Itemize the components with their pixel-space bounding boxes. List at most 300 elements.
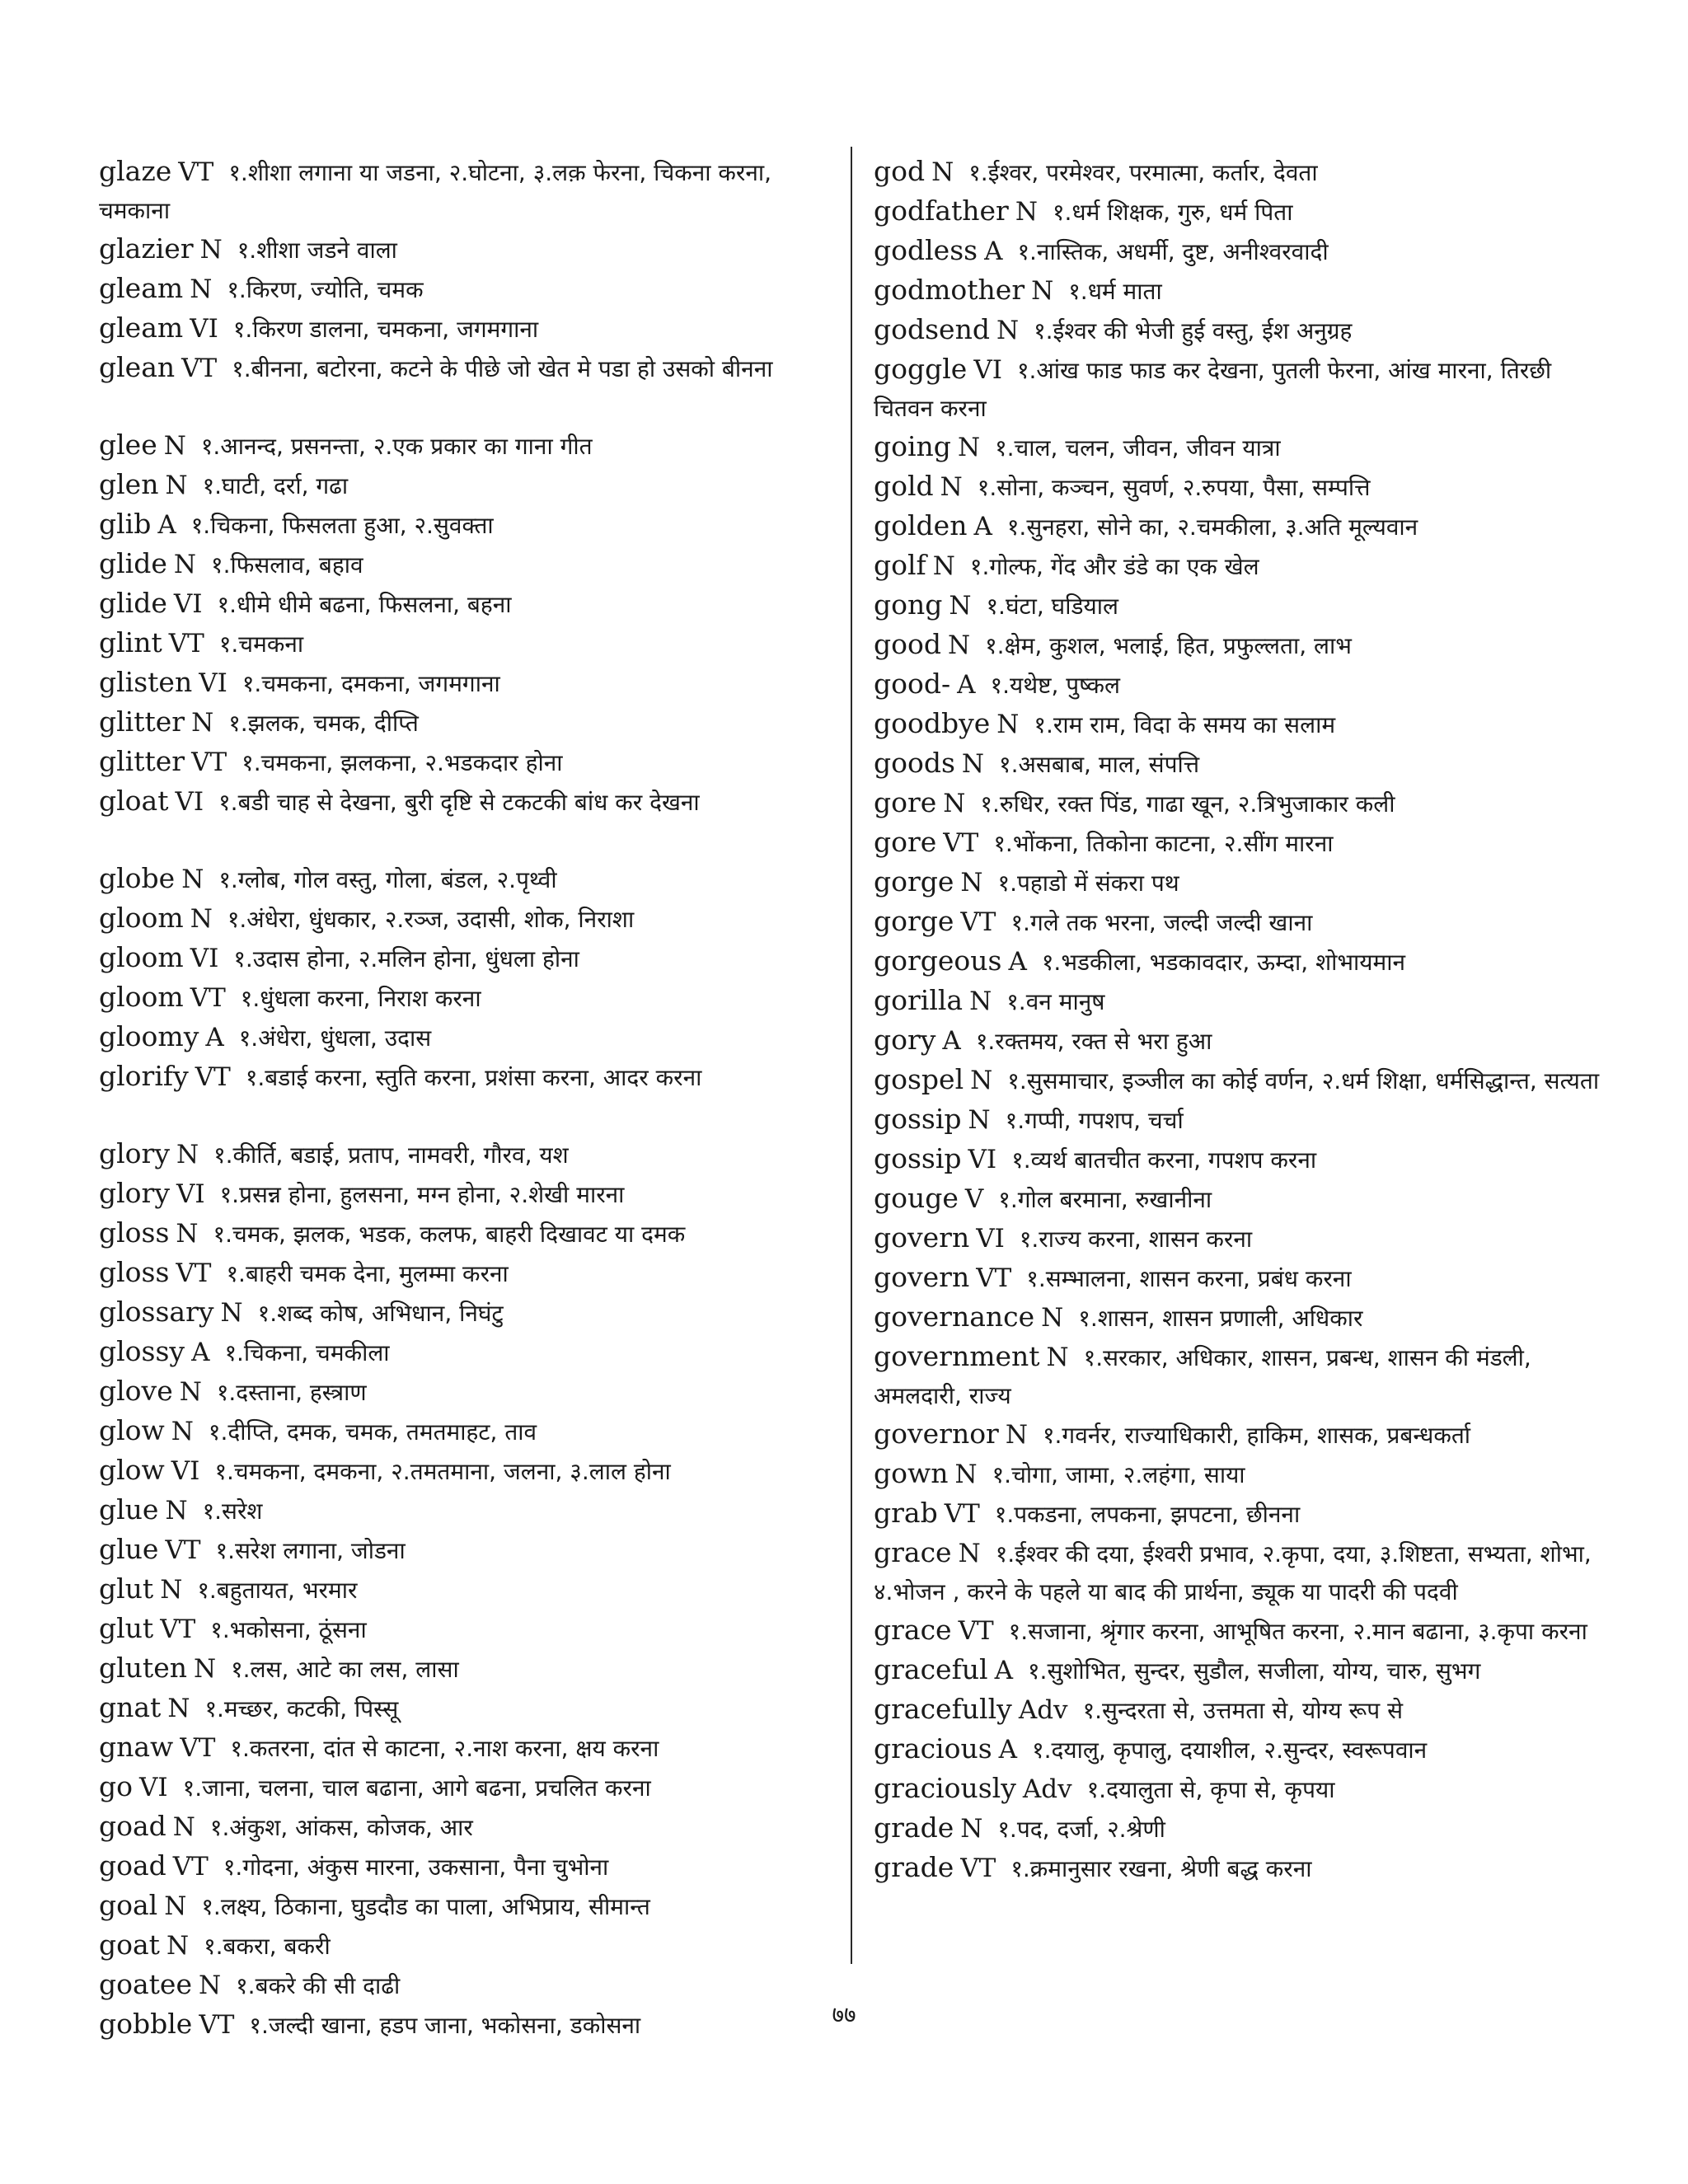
definition: १.शासन, शासन प्रणाली, अधिकार xyxy=(1078,1305,1363,1332)
dictionary-entry xyxy=(99,1807,828,1847)
definition: १.व्यर्थ बातचीत करना, गपशप करना xyxy=(1011,1146,1317,1174)
dictionary-entry xyxy=(99,743,828,782)
headword: glen xyxy=(99,468,159,500)
part-of-speech: A xyxy=(957,670,976,700)
dictionary-entry xyxy=(99,505,828,545)
definition: १.सरेश xyxy=(202,1497,263,1525)
definition: १.शीशा लगाना या जडना, २.घोटना, ३.लक़ फेरना, चिकना करना, चमकाना xyxy=(99,159,772,224)
definition: १.बडाई करना, स्तुति करना, प्रशंसा करना, आदर करना xyxy=(245,1064,702,1091)
part-of-speech: VT xyxy=(958,1616,994,1646)
part-of-speech: VT xyxy=(180,1733,216,1763)
definition: १.दीप्ति, दमक, चमक, तमतमाहट, ताव xyxy=(208,1418,537,1446)
left-column xyxy=(99,152,828,2045)
headword: glint xyxy=(99,626,162,658)
dictionary-entry xyxy=(874,1690,1603,1730)
headword: graceful xyxy=(874,1653,988,1685)
dictionary-entry xyxy=(99,1689,828,1728)
dictionary-entry xyxy=(99,1847,828,1886)
headword: gorge xyxy=(874,905,954,937)
part-of-speech: N xyxy=(1015,197,1038,227)
definition: १.भकोसना, ठूंसना xyxy=(210,1616,367,1643)
definition: १.गले तक भरना, जल्दी जल्दी खाना xyxy=(1010,909,1313,936)
dictionary-entry xyxy=(874,1809,1603,1849)
part-of-speech: N xyxy=(970,1066,993,1095)
dictionary-entry xyxy=(99,1174,828,1214)
dictionary-entry xyxy=(874,1494,1603,1534)
definition: १.धर्म माता xyxy=(1068,278,1162,305)
headword: glazier xyxy=(99,232,194,265)
dictionary-entry xyxy=(874,1769,1603,1809)
headword: glean xyxy=(99,351,176,383)
definition: १.चमक, झलक, भडक, कलफ, बाहरी दिखावट या दमक xyxy=(213,1221,686,1248)
headword: glisten xyxy=(99,666,193,698)
definition: १.गोल बरमाना, रुखानीना xyxy=(998,1186,1212,1213)
definition: १.पहाडो में संकरा पथ xyxy=(997,869,1179,897)
headword: gloom xyxy=(99,902,184,934)
dictionary-entry xyxy=(874,902,1603,942)
dictionary-entry xyxy=(99,939,828,978)
part-of-speech: N xyxy=(996,710,1020,739)
dictionary-entry xyxy=(874,507,1603,546)
part-of-speech: A xyxy=(157,510,176,540)
headword: gloss xyxy=(99,1216,170,1249)
headword: govern xyxy=(874,1221,970,1254)
dictionary-entry xyxy=(874,1651,1603,1690)
definition: १.धीमे धीमे बढना, फिसलना, बहना xyxy=(217,591,512,618)
part-of-speech: N xyxy=(199,235,223,265)
dictionary-entry xyxy=(874,311,1603,350)
part-of-speech: N xyxy=(160,1575,183,1605)
part-of-speech: VI xyxy=(968,1145,997,1174)
dictionary-entry xyxy=(874,626,1603,665)
definition: १.असबाब, माल, संपत्ति xyxy=(999,751,1200,778)
headword: gouge xyxy=(874,1182,959,1214)
definition: १.दस्ताना, हस्त्राण xyxy=(216,1379,367,1406)
definition: १.राज्य करना, शासन करना xyxy=(1019,1226,1253,1253)
part-of-speech: N xyxy=(943,789,966,818)
headword: gleam xyxy=(99,272,184,304)
definition: १.घंटा, घडियाल xyxy=(986,593,1118,620)
part-of-speech: N xyxy=(932,551,955,581)
part-of-speech: N xyxy=(193,1654,217,1684)
definition: १.बीनना, बटोरना, कटने के पीछे जो खेत मे पडा हो उसको बीनना xyxy=(232,355,773,382)
part-of-speech: VI xyxy=(176,1179,205,1209)
part-of-speech: N xyxy=(166,1931,190,1961)
headword: glory xyxy=(99,1137,170,1169)
dictionary-entry xyxy=(874,1100,1603,1140)
headword: glide xyxy=(99,587,167,619)
definition: १.चाल, चलन, जीवन, जीवन यात्रा xyxy=(995,434,1281,462)
definition: १.प्रसन्न होना, हुलसना, मग्न होना, २.शेखी मारना xyxy=(219,1181,625,1208)
dictionary-entry xyxy=(874,744,1603,784)
headword: glove xyxy=(99,1375,173,1407)
dictionary-entry xyxy=(99,978,828,1018)
headword: gloom xyxy=(99,981,184,1013)
dictionary-entry xyxy=(99,1412,828,1451)
part-of-speech: A xyxy=(205,1023,224,1052)
definition: १.ईश्वर की दया, ईश्वरी प्रभाव, २.कृपा, दया, ३.शिष्टता, सभ्यता, शोभा, ४.भोजन , करने के पहले या बाद की प्रार्थना, ड्यूक या पादरी की पदवी xyxy=(874,1540,1592,1605)
headword: gloss xyxy=(99,1256,170,1288)
dictionary-entry xyxy=(874,152,1603,192)
headword: governance xyxy=(874,1301,1035,1333)
dictionary-entry xyxy=(99,1451,828,1491)
part-of-speech: VI xyxy=(171,1456,200,1486)
dictionary-entry xyxy=(99,1768,828,1807)
part-of-speech: N xyxy=(165,1496,188,1526)
definition: १.क्षेम, कुशल, भलाई, हित, प्रफुल्लता, लाभ xyxy=(985,632,1352,659)
dictionary-entry xyxy=(874,428,1603,467)
headword: gobble xyxy=(99,2008,193,2040)
part-of-speech: N xyxy=(961,749,985,779)
dictionary-entry xyxy=(99,1254,828,1293)
dictionary-entry xyxy=(874,1455,1603,1494)
dictionary-entry xyxy=(874,705,1603,744)
headword: going xyxy=(874,430,951,462)
definition: १.धुंधला करना, निराश करना xyxy=(240,985,481,1012)
headword: graciously xyxy=(874,1772,1016,1804)
headword: gracefully xyxy=(874,1693,1012,1725)
part-of-speech: VI xyxy=(190,314,218,344)
part-of-speech: VI xyxy=(139,1773,168,1802)
dictionary-entry xyxy=(874,350,1603,428)
headword: gold xyxy=(874,470,934,502)
definition: १.पकडना, लपकना, झपटना, छीनना xyxy=(994,1501,1301,1528)
dictionary-entry xyxy=(874,586,1603,626)
dictionary-entry xyxy=(99,899,828,939)
dictionary-entry xyxy=(874,1415,1603,1455)
headword: gown xyxy=(874,1457,949,1489)
part-of-speech: N xyxy=(173,550,197,579)
headword: grade xyxy=(874,1851,954,1883)
headword: gloom xyxy=(99,941,184,973)
definition: १.राम राम, विदा के समय का सलाम xyxy=(1034,711,1336,738)
definition: १.झलक, चमक, दीप्ति xyxy=(228,710,419,737)
definition: १.भडकीला, भडकावदार, ऊम्दा, शोभायमान xyxy=(1041,949,1406,976)
part-of-speech: A xyxy=(1008,947,1027,977)
headword: globe xyxy=(99,862,176,894)
dictionary-entry xyxy=(874,1021,1603,1061)
part-of-speech: VI xyxy=(976,1224,1005,1254)
dictionary-entry xyxy=(874,1338,1603,1415)
dictionary-entry xyxy=(874,1730,1603,1769)
part-of-speech: Adv xyxy=(1022,1774,1072,1804)
part-of-speech: VT xyxy=(191,748,227,777)
dictionary-entry xyxy=(874,784,1603,823)
part-of-speech: A xyxy=(998,1735,1018,1765)
part-of-speech: N xyxy=(931,157,954,187)
dictionary-entry xyxy=(99,1491,828,1530)
dictionary-entry xyxy=(99,584,828,624)
definition: १.सोना, कञ्चन, सुवर्ण, २.रुपया, पैसा, सम्पत्ति xyxy=(977,474,1371,501)
definition: १.आनन्द, प्रसनन्ता, २.एक प्रकार का गाना गीत xyxy=(200,433,593,460)
headword: gleam xyxy=(99,312,184,344)
column-divider xyxy=(851,147,852,1964)
dictionary-entry xyxy=(99,269,828,309)
headword: gloomy xyxy=(99,1020,199,1052)
headword: goggle xyxy=(874,353,968,385)
headword: glitter xyxy=(99,745,185,777)
definition: १.बहुतायत, भरमार xyxy=(197,1577,358,1604)
headword: gorge xyxy=(874,865,954,898)
headword: goad xyxy=(99,1810,166,1842)
part-of-speech: N xyxy=(960,1814,983,1844)
headword: gracious xyxy=(874,1732,992,1765)
definition: १.चमकना, झलकना, २.भडकदार होना xyxy=(241,749,563,776)
part-of-speech: VI xyxy=(973,355,1002,385)
definition: १.गोल्फ, गेंद और डंडे का एक खेल xyxy=(969,553,1259,580)
headword: gong xyxy=(874,588,943,621)
part-of-speech: VT xyxy=(176,1258,212,1288)
part-of-speech: N xyxy=(220,1298,243,1328)
definition: १.चमकना, दमकना, जगमगाना xyxy=(241,670,500,697)
part-of-speech: VT xyxy=(943,828,979,858)
headword: glut xyxy=(99,1572,154,1605)
dictionary-entry xyxy=(99,1926,828,1966)
dictionary-entry xyxy=(99,1333,828,1372)
part-of-speech: VT xyxy=(172,1852,209,1882)
definition: १.सुसमाचार, इञ्जील का कोई वर्णन, २.धर्म शिक्षा, धर्मसिद्धान्त, सत्यता xyxy=(1007,1067,1600,1094)
definition: १.सुनहरा, सोने का, २.चमकीला, ३.अति मूल्यवान xyxy=(1006,513,1418,541)
part-of-speech: N xyxy=(958,1539,981,1568)
definition: १.सुन्दरता से, उत्तमता से, योग्य रूप से xyxy=(1082,1697,1404,1724)
definition: १.मच्छर, कटकी, पिस्सू xyxy=(204,1695,399,1722)
definition: १.सरकार, अधिकार, शासन, प्रबन्ध, शासन की मंडली, अमलदारी, राज्य xyxy=(874,1344,1531,1409)
definition: १.चोगा, जामा, २.लहंगा, साया xyxy=(992,1461,1245,1488)
dictionary-entry xyxy=(99,426,828,466)
part-of-speech: N xyxy=(172,1812,195,1842)
definition: १.जाना, चलना, चाल बढाना, आगे बढना, प्रचलित करना xyxy=(182,1774,651,1802)
headword: glue xyxy=(99,1533,159,1565)
headword: go xyxy=(99,1770,133,1802)
part-of-speech: A xyxy=(942,1026,961,1056)
definition: १.चिकना, फिसलता हुआ, २.सुवक्ता xyxy=(190,512,494,539)
dictionary-entry xyxy=(874,1061,1603,1100)
part-of-speech: N xyxy=(190,274,213,304)
part-of-speech: VT xyxy=(199,2010,235,2040)
part-of-speech: N xyxy=(1041,1303,1064,1333)
dictionary-entry xyxy=(99,349,828,388)
part-of-speech: A xyxy=(973,512,992,541)
dictionary-entry xyxy=(99,1570,828,1610)
headword: goat xyxy=(99,1929,160,1961)
dictionary-entry xyxy=(99,1135,828,1174)
headword: glorify xyxy=(99,1060,189,1092)
part-of-speech: VT xyxy=(181,354,218,383)
dictionary-entry xyxy=(99,1372,828,1412)
definition: १.नास्तिक, अधर्मी, दुष्ट, अनीश्वरवादी xyxy=(1017,238,1329,265)
part-of-speech: VT xyxy=(195,1062,231,1092)
dictionary-entry xyxy=(874,942,1603,982)
dictionary-entry xyxy=(874,1298,1603,1338)
part-of-speech: N xyxy=(1031,276,1054,306)
part-of-speech: N xyxy=(190,904,213,934)
part-of-speech: VT xyxy=(160,1615,196,1644)
headword: godsend xyxy=(874,313,990,345)
headword: gory xyxy=(874,1024,936,1056)
dictionary-entry xyxy=(874,1258,1603,1298)
part-of-speech: VT xyxy=(960,907,996,937)
headword: govern xyxy=(874,1261,970,1293)
headword: gorgeous xyxy=(874,944,1002,977)
definition: १.ग्लोब, गोल वस्तु, गोला, बंडल, २.पृथ्वी xyxy=(218,866,557,893)
dictionary-entry xyxy=(874,863,1603,902)
part-of-speech: N xyxy=(954,1460,978,1489)
headword: goatee xyxy=(99,1968,192,2000)
definition: १.दयालुता से, कृपा से, कृपया xyxy=(1086,1776,1335,1803)
dictionary-entry xyxy=(99,1018,828,1057)
definition: १.क्रमानुसार रखना, श्रेणी बद्ध करना xyxy=(1010,1855,1312,1882)
headword: gloat xyxy=(99,785,169,817)
definition: १.ईश्वर की भेजी हुई वस्तु, ईश अनुग्रह xyxy=(1034,317,1353,344)
headword: gore xyxy=(874,786,937,818)
part-of-speech: VI xyxy=(175,787,204,817)
dictionary-entry xyxy=(874,1849,1603,1888)
dictionary-entry xyxy=(99,466,828,505)
definition: १.अंधेरा, धुंधकार, २.रञ्ज, उदासी, शोक, निराशा xyxy=(227,906,635,933)
right-column xyxy=(874,152,1603,1888)
definition: १.बकरे की सी दाढी xyxy=(236,1972,401,1999)
definition: १.चिकना, चमकीला xyxy=(224,1339,390,1366)
headword: gorilla xyxy=(874,984,964,1016)
dictionary-entry xyxy=(99,860,828,899)
definition: १.जल्दी खाना, हडप जाना, भकोसना, डकोसना xyxy=(249,2012,641,2039)
definition: १.कीर्ति, बडाई, प्रताप, नामवरी, गौरव, यश xyxy=(213,1141,569,1169)
headword: goal xyxy=(99,1889,158,1921)
headword: glide xyxy=(99,547,167,579)
headword: goods xyxy=(874,747,955,779)
dictionary-entry xyxy=(99,230,828,269)
definition: १.घाटी, दर्रा, गढा xyxy=(202,472,349,499)
definition: १.अंधेरा, धुंधला, उदास xyxy=(238,1024,432,1052)
dictionary-entry xyxy=(99,1649,828,1689)
definition: १.दयालु, कृपालु, दयाशील, २.सुन्दर, स्वरूपवान xyxy=(1032,1736,1428,1764)
headword: glue xyxy=(99,1493,159,1526)
part-of-speech: N xyxy=(957,433,981,462)
dictionary-entry xyxy=(99,782,828,822)
dictionary-entry xyxy=(99,624,828,663)
dictionary-entry xyxy=(874,192,1603,232)
definition: १.गोदना, अंकुस मारना, उकसाना, पैना चुभोना xyxy=(223,1854,609,1881)
headword: glib xyxy=(99,508,152,540)
part-of-speech: N xyxy=(191,708,214,738)
headword: glossary xyxy=(99,1296,214,1328)
part-of-speech: N xyxy=(996,316,1020,345)
definition: १.धर्म शिक्षक, गुरु, धर्म पिता xyxy=(1052,199,1293,226)
part-of-speech: N xyxy=(167,1694,190,1723)
headword: glow xyxy=(99,1454,165,1486)
part-of-speech: N xyxy=(949,591,972,621)
dictionary-entry xyxy=(874,271,1603,311)
headword: good xyxy=(874,628,941,660)
part-of-speech: VI xyxy=(190,944,219,973)
part-of-speech: N xyxy=(181,865,204,894)
headword: glory xyxy=(99,1177,170,1209)
definition: १.बाहरी चमक देना, मुलम्मा करना xyxy=(226,1260,509,1287)
part-of-speech: VT xyxy=(168,629,204,658)
definition: १.सम्भालना, शासन करना, प्रबंध करना xyxy=(1026,1265,1352,1292)
part-of-speech: N xyxy=(1046,1343,1069,1372)
headword: gluten xyxy=(99,1652,187,1684)
definition: १.यथेष्ट, पुष्कल xyxy=(990,672,1120,699)
part-of-speech: N xyxy=(968,1105,991,1135)
dictionary-entry xyxy=(99,663,828,703)
dictionary-entry xyxy=(99,545,828,584)
definition: १.चमकना xyxy=(218,630,304,658)
headword: goad xyxy=(99,1849,166,1882)
headword: god xyxy=(874,155,926,187)
definition: १.लस, आटे का लस, लासा xyxy=(231,1656,459,1683)
dictionary-entry xyxy=(874,665,1603,705)
definition: १.भोंकना, तिकोना काटना, २.सींग मारना xyxy=(993,830,1334,857)
definition: १.किरण डालना, चमकना, जगमगाना xyxy=(232,316,539,343)
part-of-speech: N xyxy=(176,1140,199,1169)
headword: gospel xyxy=(874,1063,964,1095)
part-of-speech: N xyxy=(165,471,188,500)
headword: government xyxy=(874,1340,1040,1372)
part-of-speech: A xyxy=(191,1338,210,1367)
definition: १.वन मानुष xyxy=(1006,988,1105,1015)
headword: golden xyxy=(874,509,968,541)
part-of-speech: VT xyxy=(960,1854,996,1883)
definition: १.कतरना, दांत से काटना, २.नाश करना, क्षय करना xyxy=(230,1735,659,1762)
part-of-speech: VT xyxy=(178,157,214,187)
headword: glitter xyxy=(99,705,185,738)
part-of-speech: N xyxy=(164,1891,187,1921)
part-of-speech: Adv xyxy=(1018,1695,1068,1725)
definition: १.गवर्नर, राज्याधिकारी, हाकिम, शासक, प्रबन्धकर्ता xyxy=(1042,1422,1471,1449)
dictionary-entry xyxy=(874,546,1603,586)
part-of-speech: N xyxy=(163,431,186,461)
definition: १.चमकना, दमकना, २.तमतमाना, जलना, ३.लाल होना xyxy=(214,1458,671,1485)
headword: glaze xyxy=(99,155,172,187)
headword: good- xyxy=(874,668,951,700)
definition: १.सुशोभित, सुन्दर, सुडौल, सजीला, योग्य, चारु, सुभग xyxy=(1028,1657,1481,1685)
definition: १.उदास होना, २.मलिन होना, धुंधला होना xyxy=(233,945,579,972)
dictionary-entry xyxy=(874,1534,1603,1611)
definition: १.किरण, ज्योति, चमक xyxy=(227,276,424,303)
dictionary-entry xyxy=(874,1140,1603,1179)
definition: १.बकरा, बकरी xyxy=(204,1933,331,1960)
dictionary-entry xyxy=(874,823,1603,863)
headword: glow xyxy=(99,1414,165,1446)
definition: १.बडी चाह से देखना, बुरी दृष्टि से टकटकी बांध कर देखना xyxy=(218,789,700,816)
dictionary-entry xyxy=(99,1886,828,1926)
part-of-speech: N xyxy=(179,1377,202,1407)
headword: gossip xyxy=(874,1103,962,1135)
headword: gore xyxy=(874,826,937,858)
part-of-speech: N xyxy=(960,868,983,898)
headword: goodbye xyxy=(874,707,991,739)
headword: grade xyxy=(874,1811,954,1844)
dictionary-entry xyxy=(99,1214,828,1254)
dictionary-entry xyxy=(99,1530,828,1570)
definition: १.शब्द कोष, अभिधान, निघंटु xyxy=(257,1300,504,1327)
part-of-speech: A xyxy=(984,237,1003,266)
definition: १.गप्पी, गपशप, चर्चा xyxy=(1005,1107,1184,1134)
headword: golf xyxy=(874,549,926,581)
dictionary-entry xyxy=(874,1219,1603,1258)
definition: १.रक्तमय, रक्त से भरा हुआ xyxy=(975,1028,1212,1055)
definition: १.रुधिर, रक्त पिंड, गाढा खून, २.त्रिभुजाकार कली xyxy=(980,790,1395,818)
part-of-speech: VT xyxy=(944,1499,980,1529)
part-of-speech: V xyxy=(964,1184,984,1214)
headword: glossy xyxy=(99,1335,185,1367)
headword: grace xyxy=(874,1536,952,1568)
headword: grab xyxy=(874,1497,938,1529)
headword: godless xyxy=(874,234,978,266)
definition: १.शीशा जडने वाला xyxy=(237,237,397,264)
part-of-speech: VI xyxy=(173,589,203,619)
